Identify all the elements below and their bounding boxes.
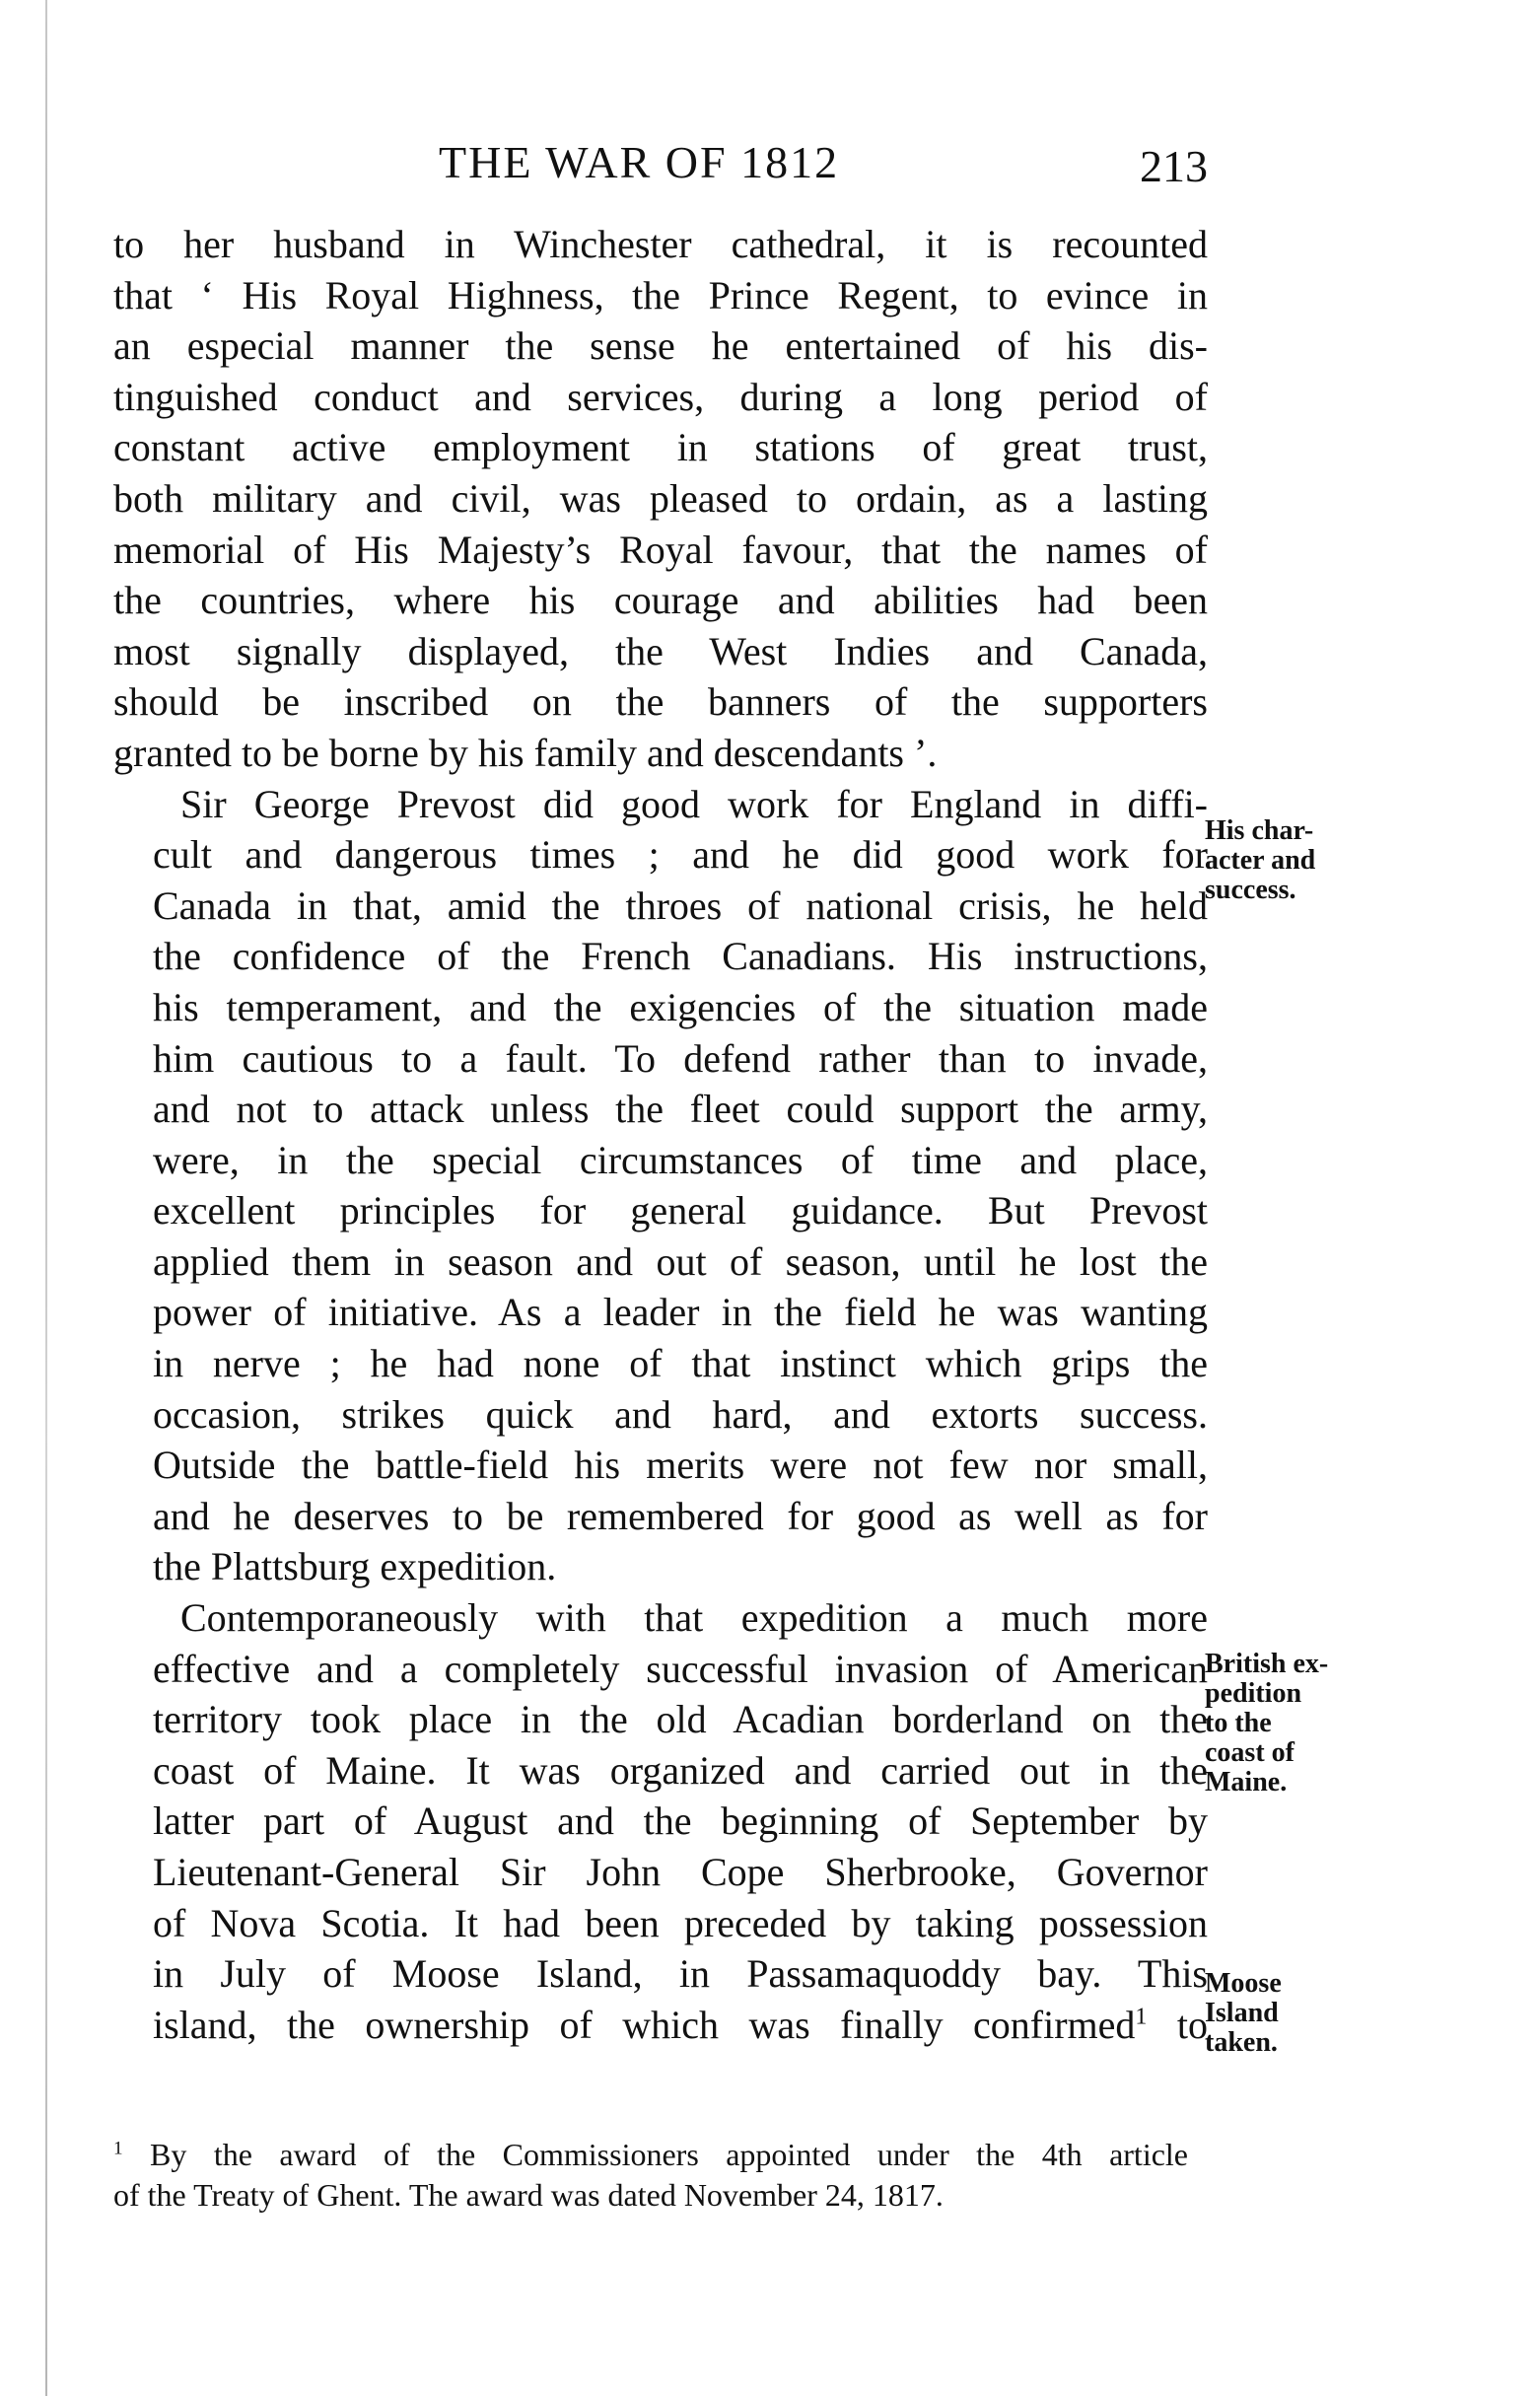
text-line: tinguished conduct and services, during a long period of (113, 374, 1208, 419)
margin-note-line: taken. (1205, 2027, 1278, 2058)
text-line: coast of Maine. It was organized and carried out in the (153, 1747, 1208, 1793)
footnote-line (113, 2135, 1188, 2175)
text-line: most signally displayed, the West Indies and Canada, (113, 628, 1208, 673)
footnote-marker: 1 (1135, 2004, 1148, 2030)
text-line: and he deserves to be remembered for good as well as for (153, 1493, 1208, 1538)
text-line: of Nova Scotia. It had been preceded by taking possession (153, 1900, 1208, 1945)
text-line: the confidence of the French Canadians. His instructions, (153, 934, 1208, 979)
text-line: granted to be borne by his family and descendants ’. (113, 730, 938, 775)
text-line: and not to attack unless the fleet could support the army, (153, 1087, 1208, 1132)
text-line: Lieutenant-General Sir John Cope Sherbrooke, Governor (153, 1850, 1208, 1894)
page-gutter-shadow (45, 0, 47, 2396)
margin-note-moose-island (1205, 1969, 1363, 2058)
text-line: Contemporaneously with that expedition a much more (180, 1595, 1208, 1641)
text-line: to her husband in Winchester cathedral, it is recounted (113, 222, 1208, 266)
text-line: his temperament, and the exigencies of the situation made (153, 984, 1208, 1029)
paragraph-1 (113, 219, 1208, 779)
text-line-part: island, the ownership of which was finally confirmed (153, 2002, 1136, 2047)
margin-note-line: success. (1205, 875, 1296, 905)
text-line: both military and civil, was pleased to ordain, as a lasting (113, 475, 1208, 521)
text-line: latter part of August and the beginning of September by (153, 1798, 1208, 1844)
footnote-text: By the award of the Commissioners appointed under the 4th article (150, 2137, 1189, 2172)
text-line: Outside the battle-field his merits were not few nor small, (153, 1443, 1208, 1488)
margin-note-line: acter and (1205, 845, 1316, 876)
margin-note-line: Island (1205, 1998, 1279, 2028)
text-line: Canada in that, amid the throes of national crisis, he held (153, 882, 1208, 928)
text-line: in nerve ; he had none of that instinct which grips the (153, 1341, 1208, 1386)
text-line: excellent principles for general guidance. But Prevost (153, 1188, 1208, 1233)
paragraph-3 (113, 1592, 1208, 2050)
text-line: an especial manner the sense he entertained of his dis- (113, 323, 1208, 369)
margin-note-character (1205, 816, 1363, 905)
footnote-line: of the Treaty of Ghent. The award was dated November 24, 1817. (113, 2177, 944, 2213)
text-line: memorial of His Majesty’s Royal favour, that the names of (113, 527, 1208, 572)
running-title: THE WAR OF 1812 (439, 137, 840, 187)
text-line: territory took place in the old Acadian borderland on the (153, 1697, 1208, 1742)
margin-note-expedition (1205, 1650, 1363, 1797)
text-line: the Plattsburg expedition. (153, 1544, 557, 1589)
text-line: Sir George Prevost did good work for England in diffi- (180, 781, 1208, 826)
footnote (113, 2135, 1188, 2216)
margin-note-line: His char- (1205, 815, 1314, 846)
margin-note-line: Maine. (1205, 1767, 1288, 1797)
margin-note-line: pedition (1205, 1678, 1302, 1709)
text-line: that ‘ His Royal Highness, the Prince Regent, to evince in (113, 272, 1208, 317)
text-line: should be inscribed on the banners of the supporters (113, 679, 1208, 725)
text-line: power of initiative. As a leader in the field he was wanting (153, 1290, 1208, 1335)
text-line-part: to (1176, 2002, 1208, 2047)
margin-note-line: coast of (1205, 1737, 1295, 1768)
running-head (113, 136, 1208, 195)
text-line: him cautious to a fault. To defend rather than to invade, (153, 1035, 1208, 1081)
footnote-number: 1 (113, 2138, 123, 2159)
text-line: in July of Moose Island, in Passamaquoddy bay. This (153, 1951, 1208, 1997)
text-line: the countries, where his courage and abilities had been (113, 578, 1208, 623)
paragraph-2 (113, 779, 1208, 1593)
page-number: 213 (1140, 141, 1208, 191)
margin-note-line: to the (1205, 1708, 1272, 1738)
margin-note-line: British ex- (1205, 1649, 1329, 1679)
text-line: effective and a completely successful invasion of American (153, 1646, 1208, 1691)
text-line: applied them in season and out of season, until he lost the (153, 1238, 1208, 1284)
text-line: constant active employment in stations of great trust, (113, 425, 1208, 470)
body-text (113, 219, 1208, 2050)
text-line (113, 2000, 1208, 2051)
text-line: occasion, strikes quick and hard, and extorts success. (153, 1391, 1208, 1437)
text-line: were, in the special circumstances of time and place, (153, 1137, 1208, 1182)
text-line: cult and dangerous times ; and he did good work for (153, 832, 1208, 878)
margin-note-line: Moose (1205, 1968, 1282, 1999)
